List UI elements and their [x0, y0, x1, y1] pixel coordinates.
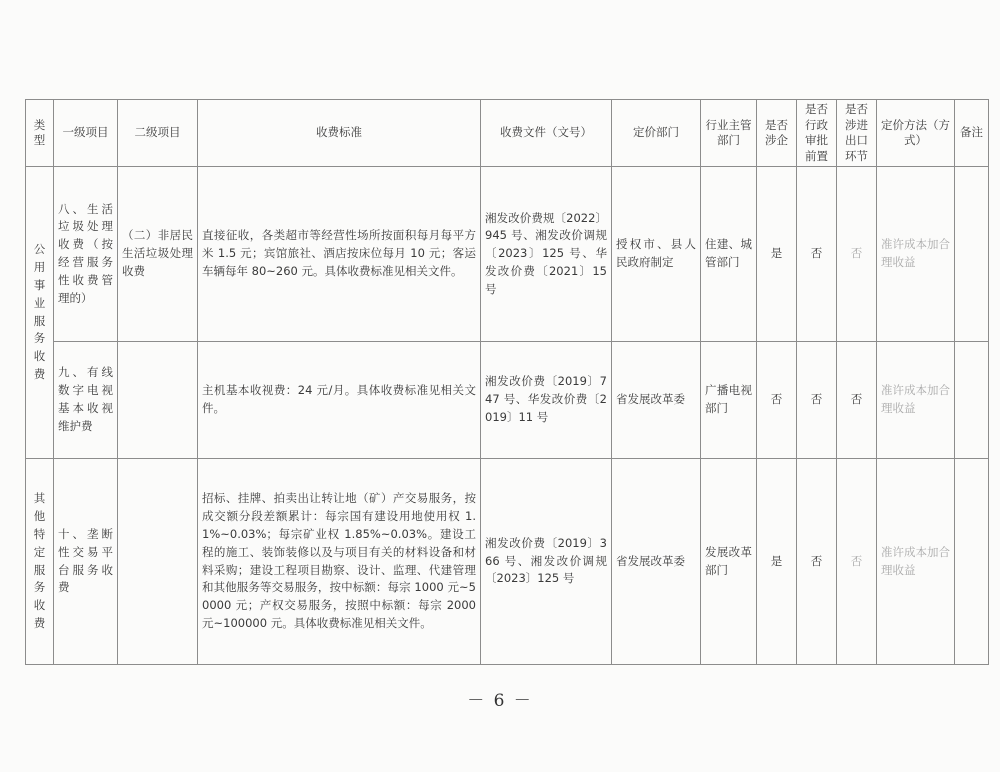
level1-cell: 八、生活垃圾处理收费（按经营服务性收费管理的）: [54, 167, 118, 342]
header-row: [26, 100, 989, 167]
header-type: 类型: [26, 100, 54, 167]
export-cell: 否: [837, 342, 877, 459]
table-row: [26, 342, 989, 459]
note-cell: [955, 459, 989, 665]
document-cell: 湘发改价费〔2019〕366 号、湘发改价调规〔2023〕125 号: [481, 459, 612, 665]
method-cell: 准许成本加合理收益: [877, 167, 955, 342]
note-cell: [955, 167, 989, 342]
export-cell: 否: [837, 459, 877, 665]
industry-cell: 发展改革部门: [701, 459, 757, 665]
level2-cell: [118, 342, 198, 459]
document-cell: 湘发改价费〔2019〕747 号、华发改价费〔2019〕11 号: [481, 342, 612, 459]
type-cell: 其他特定服务收费: [26, 459, 54, 665]
admin-cell: 否: [797, 167, 837, 342]
document-cell: 湘发改价费规〔2022〕945 号、湘发改价调规〔2023〕125 号、华发改价费〔2021〕15 号: [481, 167, 612, 342]
header-document: 收费文件（文号）: [481, 100, 612, 167]
table-row: [26, 459, 989, 665]
industry-cell: 住建、城管部门: [701, 167, 757, 342]
level2-cell: （二）非居民生活垃圾处理收费: [118, 167, 198, 342]
admin-cell: 否: [797, 342, 837, 459]
header-standard: 收费标准: [198, 100, 481, 167]
header-enterprise: 是否涉企: [757, 100, 797, 167]
level2-cell: [118, 459, 198, 665]
enterprise-cell: 是: [757, 459, 797, 665]
standard-cell: 招标、挂牌、拍卖出让转让地（矿）产交易服务，按成交额分段差额累计：每宗国有建设用地使用权 1.1%~0.03%；每宗矿业权 1.85%~0.03%。建设工程的施工、装饰装修以及与项目有关的材料设备和材料采购；建设工程项目勘察、设计、监理、代建管理和其他服务等交易服务，按中标额：每宗 1000 元~50000 元；产权交易服务，按照中标额：每宗 2000 元~100000 元。具体收费标准见相关文件。: [198, 459, 481, 665]
header-industry: 行业主管部门: [701, 100, 757, 167]
enterprise-cell: 否: [757, 342, 797, 459]
header-level2: 二级项目: [118, 100, 198, 167]
note-cell: [955, 342, 989, 459]
header-dept: 定价部门: [612, 100, 701, 167]
standard-cell: 主机基本收视费：24 元/月。具体收费标准见相关文件。: [198, 342, 481, 459]
admin-cell: 否: [797, 459, 837, 665]
type-cell: 公用事业服务收费: [26, 167, 54, 459]
header-note: 备注: [955, 100, 989, 167]
table-row: [26, 167, 989, 342]
dept-cell: 省发展改革委: [612, 342, 701, 459]
level1-cell: 九、有线数字电视基本收视维护费: [54, 342, 118, 459]
header-export: 是否涉进出口环节: [837, 100, 877, 167]
export-cell: 否: [837, 167, 877, 342]
method-cell: 准许成本加合理收益: [877, 342, 955, 459]
dept-cell: 省发展改革委: [612, 459, 701, 665]
industry-cell: 广播电视部门: [701, 342, 757, 459]
page-number: － 6 －: [467, 691, 533, 711]
header-method: 定价方法（方式）: [877, 100, 955, 167]
fee-table: [25, 99, 989, 665]
header-level1: 一级项目: [54, 100, 118, 167]
header-admin: 是否行政审批前置: [797, 100, 837, 167]
dept-cell: 授权市、县人民政府制定: [612, 167, 701, 342]
level1-cell: 十、垄断性交易平台服务收费: [54, 459, 118, 665]
enterprise-cell: 是: [757, 167, 797, 342]
method-cell: 准许成本加合理收益: [877, 459, 955, 665]
standard-cell: 直接征收，各类超市等经营性场所按面积每月每平方米 1.5 元；宾馆旅社、酒店按床位每月 10 元；客运车辆每年 80~260 元。具体收费标准见相关文件。: [198, 167, 481, 342]
